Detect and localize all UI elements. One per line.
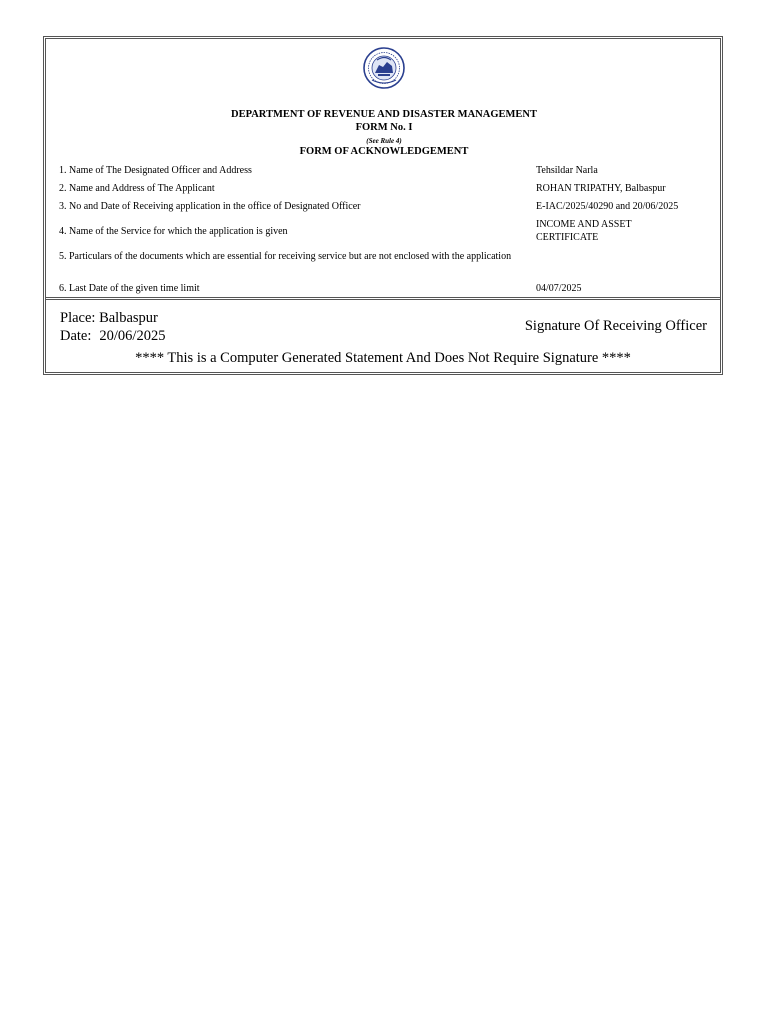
date-line xyxy=(60,328,165,345)
field-label-designated-officer: 1. Name of The Designated Officer and Address xyxy=(59,165,252,176)
field-value-last-date: 04/07/2025 xyxy=(536,283,582,294)
date-value: 20/06/2025 xyxy=(99,328,166,344)
form-number: FORM No. I xyxy=(355,122,413,133)
place-line xyxy=(60,310,158,327)
field-label-service-name: 4. Name of the Service for which the application is given xyxy=(59,226,288,237)
rule-reference: (See Rule 4) xyxy=(366,137,402,145)
field-value-applicant: ROHAN TRIPATHY, Balbaspur xyxy=(536,183,666,194)
field-label-applicant: 2. Name and Address of The Applicant xyxy=(59,183,215,194)
signature-label: Signature Of Receiving Officer xyxy=(524,318,707,334)
field-value-service-name: INCOME AND ASSET CERTIFICATE xyxy=(536,219,632,243)
department-title: DEPARTMENT OF REVENUE AND DISASTER MANAGEMENT xyxy=(230,109,537,120)
computer-generated-note: **** This is a Computer Generated Statement And Does Not Require Signature **** xyxy=(135,350,631,366)
place-label: Place: xyxy=(60,310,96,326)
state-emblem-icon xyxy=(362,46,406,90)
field-value-application-number-date: E-IAC/2025/40290 and 20/06/2025 xyxy=(536,201,679,212)
date-label: Date: xyxy=(60,328,92,344)
field-label-last-date: 6. Last Date of the given time limit xyxy=(59,283,200,294)
form-title: FORM OF ACKNOWLEDGEMENT xyxy=(299,146,469,157)
field-value-designated-officer: Tehsildar Narla xyxy=(536,165,598,176)
place-value: Balbaspur xyxy=(99,310,158,326)
field-label-application-number-date: 3. No and Date of Receiving application in the office of Designated Officer xyxy=(59,201,361,212)
field-label-missing-documents: 5. Particulars of the documents which are essential for receiving service but are not enclosed with the application xyxy=(59,251,512,262)
footer-divider xyxy=(45,297,721,300)
